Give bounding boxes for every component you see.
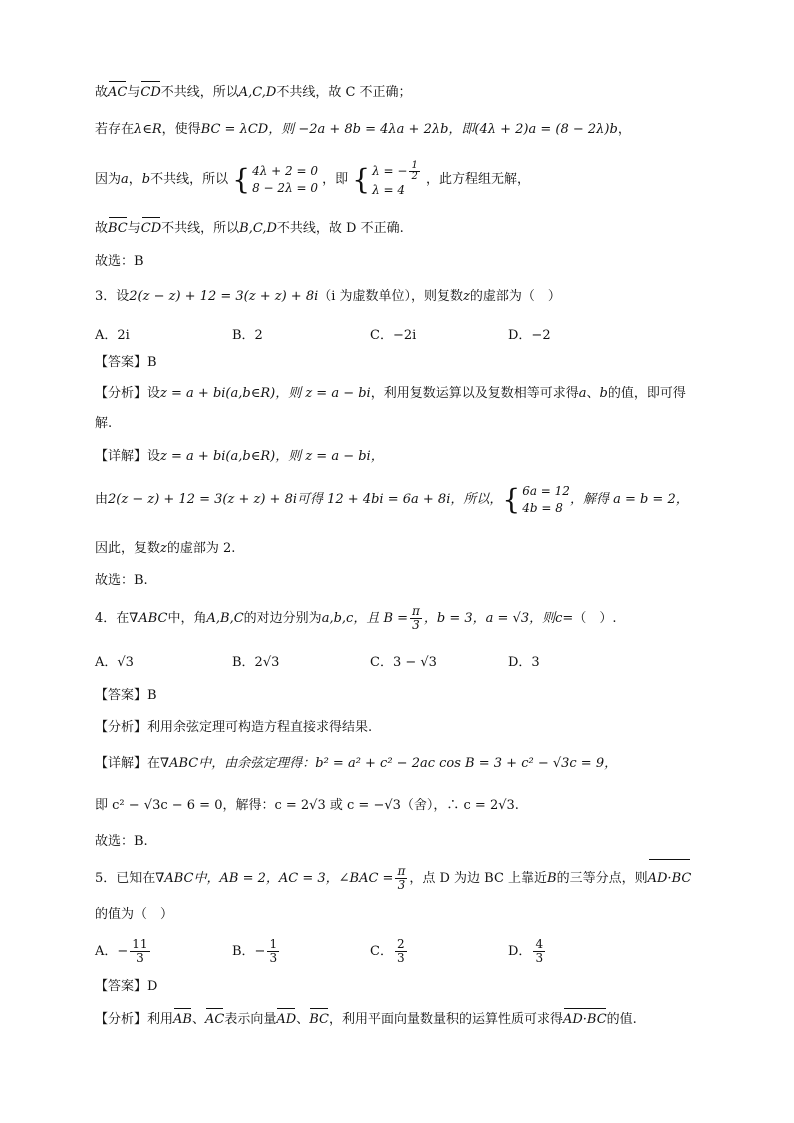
q5-analysis	[95, 1011, 637, 1029]
math-eq: ，即(4λ + 2)a = (8 − 2λ)b	[448, 122, 618, 137]
text: 设	[147, 449, 161, 464]
q3-option-d: D．−2	[508, 328, 551, 343]
math: B	[547, 871, 557, 886]
q3-stem	[95, 288, 561, 306]
text: 的值，即可得	[607, 386, 686, 401]
numerator: 11	[132, 937, 148, 951]
numerator: π	[397, 864, 406, 878]
q3-option-c: C．−2i	[370, 328, 417, 343]
math-points: B,C,D	[239, 221, 277, 236]
text: ，	[617, 122, 631, 137]
numerator: 4	[535, 937, 544, 951]
math: z	[160, 541, 167, 556]
math: A,B,C	[206, 611, 244, 626]
text: 若存在	[95, 122, 135, 137]
text: ，使得	[161, 122, 201, 137]
text: 不共线，故 C 不正确；	[276, 85, 412, 100]
q3-choose: 故选：B.	[95, 573, 148, 588]
q3-analysis-cont: 解.	[95, 416, 113, 431]
answer-tag: 【答案】	[95, 688, 148, 703]
text: ，	[128, 172, 142, 187]
text: ，利用平面向量数量积的运算性质可求得	[328, 1012, 563, 1027]
math: z = a + bi(a,b∈R)	[160, 449, 276, 464]
analysis-tag: 【分析】	[95, 1012, 148, 1027]
detail-tag: 【详解】	[95, 449, 148, 464]
vector-ad: AD	[276, 1012, 297, 1027]
text: 利用余弦定理可构造方程直接求得结果.	[147, 720, 373, 735]
text: 与	[127, 85, 141, 100]
analysis-tag: 【分析】	[95, 720, 148, 735]
math: ，b = 3，a = √3，则	[423, 611, 556, 626]
text: 、	[586, 386, 600, 401]
numerator: 2	[396, 937, 405, 951]
line-d-incorrect	[95, 220, 404, 238]
fraction	[267, 938, 279, 965]
q5-stem-cont: 的值为（ ）	[95, 907, 174, 922]
text: 不共线，所以	[150, 172, 229, 187]
math: 中，AB = 2，AC = 3，∠BAC =	[193, 871, 394, 886]
math: a	[578, 386, 587, 401]
q4-detail	[95, 755, 617, 773]
text: 不共线，所以	[161, 221, 240, 236]
option-label: D．	[508, 944, 532, 959]
math: ∇ABC	[155, 871, 194, 886]
math: a	[121, 172, 129, 187]
q4-option-b: B．2√3	[232, 655, 280, 670]
q5-option-b	[232, 935, 281, 969]
math: c	[555, 611, 563, 626]
q5-answer	[95, 978, 157, 996]
answer-tag: 【答案】	[95, 355, 148, 370]
text: ，即	[322, 172, 349, 187]
text: 的值.	[606, 1012, 637, 1027]
line-c-incorrect	[95, 84, 412, 102]
math: z = a + bi(a,b∈R)	[160, 386, 276, 401]
denominator: 3	[535, 951, 544, 965]
equation-system	[252, 163, 318, 197]
q5-option-c	[370, 935, 409, 969]
text: ，利用复数运算以及复数相等可求得	[370, 386, 579, 401]
answer-value: B	[147, 688, 157, 703]
equation: 4λ + 2 = 0	[252, 163, 318, 178]
q4-choose: 故选：B.	[95, 834, 148, 849]
q3-detail-3	[95, 540, 235, 558]
brace-icon: {	[232, 162, 251, 196]
equation: λ = 4	[372, 182, 406, 197]
text: 的对边分别为	[243, 611, 322, 626]
vector-product: AD·BC	[648, 862, 692, 896]
math: a,b,c	[321, 611, 354, 626]
fraction	[533, 938, 545, 965]
numerator: π	[412, 604, 420, 618]
fraction	[410, 605, 422, 632]
answer-tag: 【答案】	[95, 979, 148, 994]
q3-detail-2	[95, 480, 689, 520]
math: ∇ABC	[129, 611, 168, 626]
text: 设	[147, 386, 161, 401]
q5-stem	[95, 862, 691, 896]
text: 因此，复数	[95, 541, 161, 556]
math: ，且 B =	[353, 611, 409, 626]
q4-stem	[95, 602, 616, 636]
option-label: B．−	[232, 944, 266, 959]
equation-system	[372, 161, 422, 199]
text: 在	[147, 756, 161, 771]
denominator: 3	[412, 618, 420, 632]
q4-option-a: A．√3	[95, 655, 134, 670]
math-eq: 2(z − z) + 12 = 3(z + z) + 8i	[108, 492, 297, 507]
q4-option-c: C．3 − √3	[370, 655, 437, 670]
text: 不共线，故 D 不正确.	[276, 221, 404, 236]
math-vector-eq: BC = λCD	[200, 122, 269, 137]
text: 与	[127, 221, 141, 236]
text: ，点 D 为边 BC 上靠近	[409, 871, 548, 886]
text: 的虚部为（ ）	[469, 289, 561, 304]
fraction: $\frac{1}{2}$	[411, 159, 418, 182]
math: b	[599, 386, 608, 401]
vector-bc: BC	[309, 1012, 329, 1027]
option-label: A．−	[95, 944, 129, 959]
vector-cd: CD	[140, 221, 162, 236]
q4-analysis	[95, 719, 372, 737]
vector-cd: CD	[140, 85, 161, 100]
equation-system	[522, 483, 570, 517]
vector-ac: AC	[108, 85, 128, 100]
text: 5．已知在	[95, 871, 156, 886]
q4-detail-2: 即 c² − √3c − 6 = 0，解得：c = 2√3 或 c = −√3（舍），∴ c = 2√3.	[95, 798, 519, 813]
numerator: 1	[269, 937, 278, 951]
text: 因为	[95, 172, 122, 187]
math: 可得 12 + 4bi = 6a + 8i，所以，	[297, 492, 503, 507]
option-label: C．	[370, 944, 393, 959]
text: ，此方程组无解，	[425, 172, 530, 187]
math: 中，由余弦定理得：b² = a² + c² − 2ac cos B = 3 + c² − √3c = 9，	[198, 756, 618, 771]
text: 故	[95, 85, 109, 100]
vector-bc: BC	[108, 221, 128, 236]
denominator: 3	[396, 951, 405, 965]
text: 表示向量	[224, 1012, 277, 1027]
q3-detail	[95, 448, 384, 466]
text: 、	[296, 1012, 310, 1027]
vector-ac: AC	[205, 1012, 225, 1027]
text: 利用	[147, 1012, 174, 1027]
text: 故	[95, 221, 109, 236]
text: 不共线，所以	[160, 85, 239, 100]
analysis-tag: 【分析】	[95, 386, 148, 401]
detail-tag: 【详解】	[95, 756, 148, 771]
text: 、	[191, 1012, 205, 1027]
math: λ∈R	[134, 122, 162, 137]
text: =（ ）.	[562, 611, 617, 626]
q3-answer	[95, 354, 157, 372]
math: b	[141, 172, 151, 187]
text: 中，角	[167, 611, 207, 626]
brace-icon: {	[502, 482, 521, 516]
equation: 4b = 8	[522, 500, 563, 515]
denominator: 3	[269, 951, 278, 965]
vector-product: AD·BC	[562, 1012, 607, 1027]
equation: 6a = 12	[522, 483, 570, 498]
denominator: 3	[397, 878, 406, 892]
vector-ab: AB	[173, 1012, 192, 1027]
math: ∇ABC	[160, 756, 199, 771]
q5-option-d	[508, 935, 547, 969]
q3-option-a: A．2i	[95, 328, 130, 343]
q3-analysis	[95, 385, 686, 403]
math-eq: ，则 −2a + 8b = 4λa + 2λb	[268, 122, 449, 137]
choose-line: 故选：B	[95, 254, 144, 269]
math: ，则 z = a − bi	[275, 386, 371, 401]
math: ，解得 a = b = 2，	[569, 492, 689, 507]
equation: 8 − 2λ = 0	[252, 180, 318, 195]
math: z	[463, 289, 470, 304]
q4-option-d: D．3	[508, 655, 540, 670]
text: 的三等分点，则	[556, 871, 648, 886]
answer-value: B	[147, 355, 157, 370]
math-eq: 2(z − z) + 12 = 3(z + z) + 8i	[129, 289, 319, 304]
q3-option-b: B．2	[232, 328, 263, 343]
text: 由	[95, 492, 109, 507]
brace-icon: {	[352, 162, 371, 196]
line-not-collinear	[95, 160, 530, 200]
math-points: A,C,D	[238, 85, 277, 100]
q4-answer	[95, 687, 157, 705]
text: 3．设	[95, 289, 130, 304]
answer-value: D	[147, 979, 158, 994]
line-assume-lambda	[95, 121, 631, 139]
q5-option-a	[95, 935, 152, 969]
math: ，则 z = a − bi，	[275, 449, 384, 464]
denominator: 3	[136, 951, 144, 965]
fraction	[395, 938, 407, 965]
text: 4．在	[95, 611, 130, 626]
text: 的虚部为 2.	[166, 541, 236, 556]
equation: λ = −	[372, 163, 408, 178]
fraction	[395, 865, 407, 892]
fraction	[130, 938, 149, 965]
text: （i 为虚数单位），则复数	[318, 289, 464, 304]
